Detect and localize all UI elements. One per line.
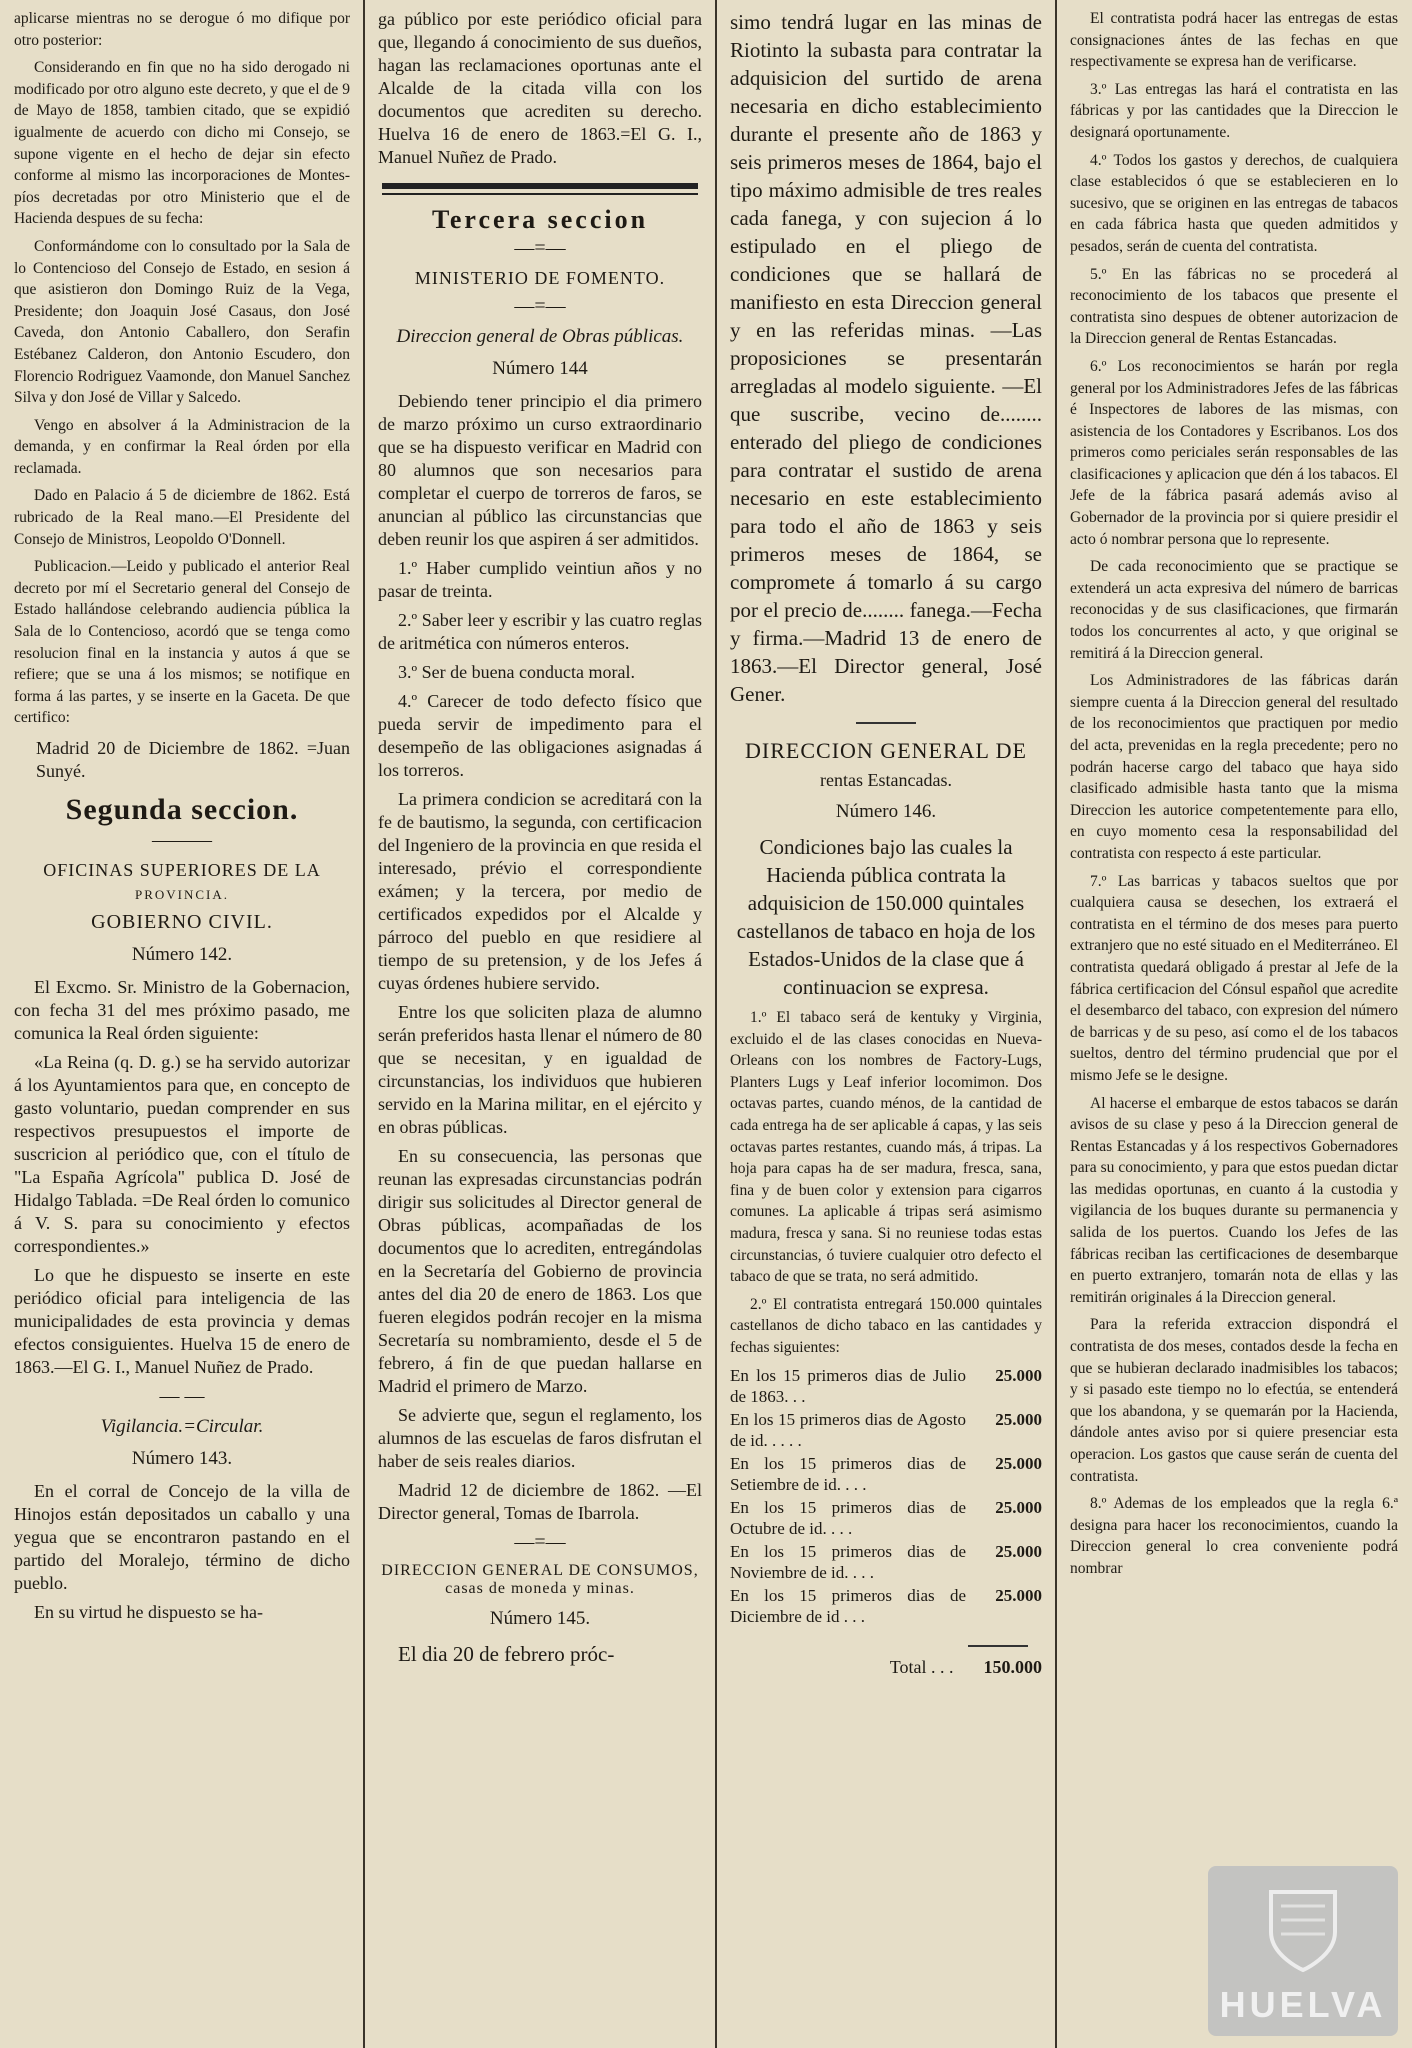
delivery-schedule [730,1365,1042,1627]
ministry-heading: MINISTERIO DE FOMENTO. [414,268,666,288]
archive-watermark [1208,1866,1398,2036]
paragraph: Madrid 12 de diciembre de 1862. —El Director general, Tomas de Ibarrola. [378,1480,702,1523]
condition-item: 3.º Las entregas las hará el contratista en las fábricas y por las cantidades que la Direccion le designará oportunamente. [1070,80,1398,141]
condition-item: 1.º El tabaco será de kentuky y Virginia, excluido el de las clases conocidas en Nueva-Orleans con los nombres de Factory-Lugs, Planters Lugs y Leaf inferior locomimon. Dos octavas partes, cuando ménos, de la cantidad de cada entrega ha de ser aplicable á capas, y las seis octavas partes restantes, cuando más, á tripas. La hoja para capas ha de ser madura, fresca, sana, fina y de buen color y extension para cigarros comunes. La aplicable á tripas será asimismo madura, fresca y sana. Si no reuniese todas estas circunstancias, ó tuviere cualquier otro defecto el tabaco de que se trata, no será admitido. [730,1009,1042,1286]
divider: —=— [514,1531,566,1553]
divider: —=— [514,295,566,317]
paragraph: ga público por este periódico oficial para que, llegando á conocimiento de sus dueños, hagan las reclamaciones oportunas ante el Alcalde de la citada villa con los documentos que acrediten su derecho. Huelva 16 de enero de 1863.=El G. I., Manuel Nuñez de Prado. [378,9,702,167]
schedule-label: En los 15 primeros dias de Diciembre de id . . . [730,1585,966,1626]
paragraph: En su virtud he dispuesto se ha- [34,1602,263,1622]
paragraph: Lo que he dispuesto se inserte en este periódico oficial para inteligencia de las municipalidades de esta provincia y demas efectos consiguientes. Huelva 15 de enero de 1863.—El G. I., Manuel Nuñez de Prado. [14,1265,350,1377]
schedule-amount: 25.000 [995,1365,1042,1385]
schedule-row [730,1497,1042,1539]
section-title: Tercera seccion [431,205,649,234]
list-item: 4.º Carecer de todo defecto físico que pueda servir de impedimento para el desempeño de las obligaciones asignadas á los torreros. [378,691,702,780]
schedule-label: En los 15 primeros dias de Julio de 1863. . . [730,1365,966,1406]
paragraph: «La Reina (q. D. g.) se ha servido autorizar á los Ayuntamientos para que, en concepto de gasto voluntario, puedan comprender en sus respectivos presupuestos el importe de suscricion al periódico que, con el título de "La España Agrícola" publica D. José de Hidalgo Tablada. =De Real órden lo comunico á V. S. para su conocimiento y efectos correspondientes.» [14,1052,350,1256]
total-value: 150.000 [983,1656,1042,1677]
government-heading: GOBIERNO CIVIL. [91,911,273,933]
paragraph: Debiendo tener principio el dia primero de marzo próximo un curso extraordinario que se ha dispuesto verificar en Madrid con 80 alumnos que son necesarios para completar el cuerpo de torreros de faros, se anuncian al público las circunstancias que deben reunir los que aspiren á ser admitidos. [378,391,702,549]
schedule-amount: 25.000 [995,1541,1042,1561]
schedule-label: En los 15 primeros dias de Noviembre de id. . . . [730,1541,966,1582]
schedule-label: En los 15 primeros dias de Setiembre de id. . . . [730,1453,966,1494]
directorate-heading: DIRECCION GENERAL DE [745,738,1027,763]
schedule-amount: 25.000 [995,1585,1042,1605]
schedule-label: En los 15 primeros dias de Octubre de id. . . . [730,1497,966,1538]
conditions-heading: Condiciones bajo las cuales la Hacienda pública contrata la adquisicion de 150.000 quintales castellanos de tabaco en hoja de los Estados-Unidos de la clase que á continuacion se expresa. [736,835,1036,999]
schedule-row [730,1585,1042,1627]
paragraph: En su consecuencia, las personas que reunan las expresadas circunstancias podrán dirigir sus solicitudes al Director general de Obras públicas, acompañadas de los documentos que lo acrediten, entregándolas en la Secretaría del Gobierno de provincia antes del dia 20 de enero de 1863. Los que fueren elegidos podrán recojer en la misma Secretaría su nombramiento, desde el 5 de febrero, á fin de que puedan hallarse en Madrid el primero de Marzo. [378,1146,702,1396]
notice-number: Número 142. [131,944,233,965]
schedule-row [730,1365,1042,1407]
schedule-row [730,1541,1042,1583]
paragraph: De cada reconocimiento que se practique se extenderá un acta expresiva del número de barricas reconocidas y de sus clasificaciones, que firmarán todos los concurrentes al acto, y que original se remitirá á la Direccion general. [1070,558,1398,662]
paragraph: aplicarse mientras no se derogue ó mo difique por otro posterior: [14,10,350,49]
section-rule [382,183,698,189]
section-title: Segunda seccion. [65,793,299,826]
column-2 [364,0,716,2048]
divider: —=— [514,237,566,259]
paragraph: El contratista podrá hacer las entregas de estas consignaciones ántes de las fechas en que respectivamente se expresa han de verificarse. [1070,10,1398,71]
paragraph: La primera condicion se acreditará con la fe de bautismo, la segunda, con certificacion del Ingeniero de la provincia en que resida el interesado, prévio el correspondiente exámen; y la tercera, por medio de certificados expedidos por el Alcalde y párroco del pueblo en que residiere al tiempo de su pretension, y de los Jefes á cuyas órdenes hubiere servido. [378,789,702,993]
schedule-amount: 25.000 [995,1453,1042,1473]
directorate-heading: Direccion general de Obras públicas. [396,326,684,347]
list-item: 3.º Ser de buena conducta moral. [398,662,635,682]
paragraph: Conformándome con lo consultado por la Sala de lo Contencioso del Consejo de Estado, en sesion á que asistieron don Domingo Ruiz de la Vega, Presidente; don Joaquin José Casaus, don José Caveda, don Antonio Caballero, don Serafin Estébanez Calderon, don Antonio Escudero, don Florencio Rodriguez Vaamonde, don Manuel Sanchez Silva y don José de Villar y Salcedo. [14,237,350,407]
paragraph: Se advierte que, segun el reglamento, los alumnos de las escuelas de faros disfrutan el haber de seis reales diarios. [378,1405,702,1471]
schedule-amount: 25.000 [995,1497,1042,1517]
condition-item: 7.º Las barricas y tabacos sueltos que por cualquiera causa se desechen, los extraerá el contratista en el término de dos meses para puerto extranjero que no esté situado en el Mediterráneo. El contratista quedará obligado á prestar al Jefe de la fábrica certificacion del Cónsul español que acredite el desembarco del tabaco, con expresion del número de barricas y de su peso, así como el de los tabacos sueltos, dentro del término prudencial que por el mismo Jefe se le designe. [1070,872,1398,1084]
circular-heading: Vigilancia.=Circular. [100,1416,264,1437]
watermark-text: HUELVA [1219,1984,1387,2025]
paragraph: simo tendrá lugar en las minas de Riotinto la subasta para contratar la adquisicion del surtido de arena necesaria en dicho establecimiento durante el presente año de 1863 y seis primeros meses de 1864, bajo el tipo máximo admisible de tres reales cada fanega, y con sujecion á lo estipulado en el pliego de condiciones que se hallará de manifiesto en esta Direccion general y en las referidas minas. —Las proposiciones se presentarán arregladas al modelo siguiente. —El que suscribe, vecino de........ enterado del pliego de condiciones para contratar el sustido de arena necesario en este establecimiento para todo el año de 1863 y seis primeros meses de 1864, se compromete á tomarlo á su cargo por el precio de........ fanega.—Fecha y firma.—Madrid 13 de enero de 1863.—El Director general, José Gener. [730,10,1042,706]
directorate-subheading: rentas Estancadas. [820,770,952,790]
section-rule [382,193,698,195]
paragraph: Entre los que soliciten plaza de alumno serán preferidos hasta llenar el número de 80 que se necesitan, y en igualdad de circunstancias, los individuos que hubieren servido en la Marina militar, en el ejército y en obras públicas. [378,1002,702,1137]
schedule-row [730,1453,1042,1495]
list-item: 1.º Haber cumplido veintiun años y no pasar de treinta. [378,558,702,601]
divider: — — [159,1385,205,1407]
paragraph: Dado en Palacio á 5 de diciembre de 1862. Está rubricado de la Real mano.—El Presidente del Consejo de Ministros, Leopoldo O'Donnell. [14,487,350,548]
total-label: Total . . . [889,1656,954,1677]
condition-item: 5.º En las fábricas no se procederá al reconocimiento de los tabacos que presente el contratista sino despues de obtener autorizacion de la Direccion general de Rentas Estancadas. [1070,265,1398,348]
notice-number: Número 145. [489,1608,591,1629]
paragraph: El Excmo. Sr. Ministro de la Gobernacion, con fecha 31 del mes próximo pasado, me comunica la Real órden siguiente: [14,977,350,1043]
divider: ——— [152,829,212,851]
paragraph: Considerando en fin que no ha sido derogado ni modificado por otro alguno este decreto, y que el de 9 de Mayo de 1858, tambien citado, que se expidió igualmente de acuerdo con dicho mi Consejo, se supone vigente en el hecho de dejar sin efecto conforme al mismo las incorporaciones de Montes-píos decretadas por otro Ministerio que el de Hacienda despues de su fecha: [14,59,350,228]
paragraph: Al hacerse el embarque de estos tabacos se darán avisos de su clase y peso á la Direccion general de Rentas Estancadas y á los respectivos Gobernadores para su conocimiento, y para que estos puedan dictar las medidas oportunas, en cuanto á la custodia y vigilancia de los buques durante su permanencia y salida de los puertos. Cuando los Jefes de las fábricas reciban las certificaciones de desembarque en puerto extranjero, tomarán nota de ellas y las remitirán originales á la Direccion general. [1070,1094,1398,1306]
paragraph: En el corral de Concejo de la villa de Hinojos están depositados un caballo y una yegua que se encontraron pastando en el partido del Moralejo, término de dicho pueblo. [14,1481,350,1593]
directorate-heading: DIRECCION GENERAL DE CONSUMOS, casas de moneda y minas. [381,1562,699,1597]
schedule-label: En los 15 primeros dias de Agosto de id. . . . . [730,1409,966,1450]
notice-number: Número 144 [492,358,588,379]
condition-item: 8.º Ademas de los empleados que la regla 6.ª designa para hacer los reconocimientos, cuando la Direccion general lo crea conveniente podrá nombrar [1070,1495,1398,1577]
paragraph: Los Administradores de las fábricas darán siempre cuenta á la Direccion general del resultado de los reconocimientos que practiquen por medio del acta, prevenidas en la regla precedente; pero no podrán hacerse cargo del tabaco que haya sido clasificado admisible hasta tanto que la misma Direccion les autorice competentemente para ello, en cuyo momento cesa la responsabilidad del contratista con respecto á este particular. [1070,672,1398,862]
office-subheading: PROVINCIA. [134,887,230,902]
paragraph: Para la referida extraccion dispondrá el contratista de dos meses, contados desde la fecha en que se hubieran declarado inadmisibles los tabacos; y si pasado este tiempo no lo efectúa, se entenderá que los abandona, y se quemarán por la Hacienda, dándole antes aviso por si quiere presenciar esta operacion. Los gastos que cause serán de cuenta del contratista. [1070,1316,1398,1485]
shield-icon [1263,1886,1343,1976]
schedule-total [730,1657,1042,1678]
signature-line: Madrid 20 de Diciembre de 1862. =Juan Sunyé. [36,738,350,781]
office-heading: OFICINAS SUPERIORES DE LA [43,860,321,880]
paragraph: Publicacion.—Leido y publicado el anterior Real decreto por mí el Secretario general del Consejo de Estado hallándose celebrando audiencia pública la Sala de lo Contencioso, acordó que se tenga como resolucion final en la instancia y autos á que se refiere; que se una á los mismos; se notifique en forma á las partes, y se inserte en la Gaceta. De que certifico: [14,558,350,727]
condition-item: 2.º El contratista entregará 150.000 quintales castellanos de dicho tabaco en las cantidades y fechas siguientes: [730,1295,1042,1356]
list-item: 2.º Saber leer y escribir y las cuatro reglas de aritmética con números enteros. [378,610,702,653]
schedule-amount: 25.000 [995,1409,1042,1429]
divider [968,1645,1028,1647]
paragraph: El dia 20 de febrero próc- [398,1642,615,1666]
divider [856,722,916,724]
column-4 [1056,0,1412,2048]
notice-number: Número 146. [835,801,937,822]
column-3 [716,0,1056,2048]
condition-item: 6.º Los reconocimientos se harán por regla general por los Administradores Jefes de las fábricas é Inspectores de labores de las mismas, con asistencia de los Contadores y Escribanos. Los dos primeros como periciales serán responsables de las clasificaciones y aplicacion que dén á los tabacos. El Jefe de la fábrica pasará además aviso al Gobernador de la provincia por si quiere presidir el acto ó nombrar persona que lo represente. [1070,357,1398,548]
notice-number: Número 143. [131,1448,233,1469]
column-1 [0,0,364,2048]
schedule-row [730,1409,1042,1451]
condition-item: 4.º Todos los gastos y derechos, de cualquiera clase establecidos ó que se establecieren en lo sucesivo, que se originen en las entregas de tabacos en cada fábrica hasta que queden admitidos y pesados, serán de cuenta del contratista. [1070,151,1398,255]
paragraph: Vengo en absolver á la Administracion de la demanda, y en confirmar la Real órden por ella reclamada. [14,416,350,477]
